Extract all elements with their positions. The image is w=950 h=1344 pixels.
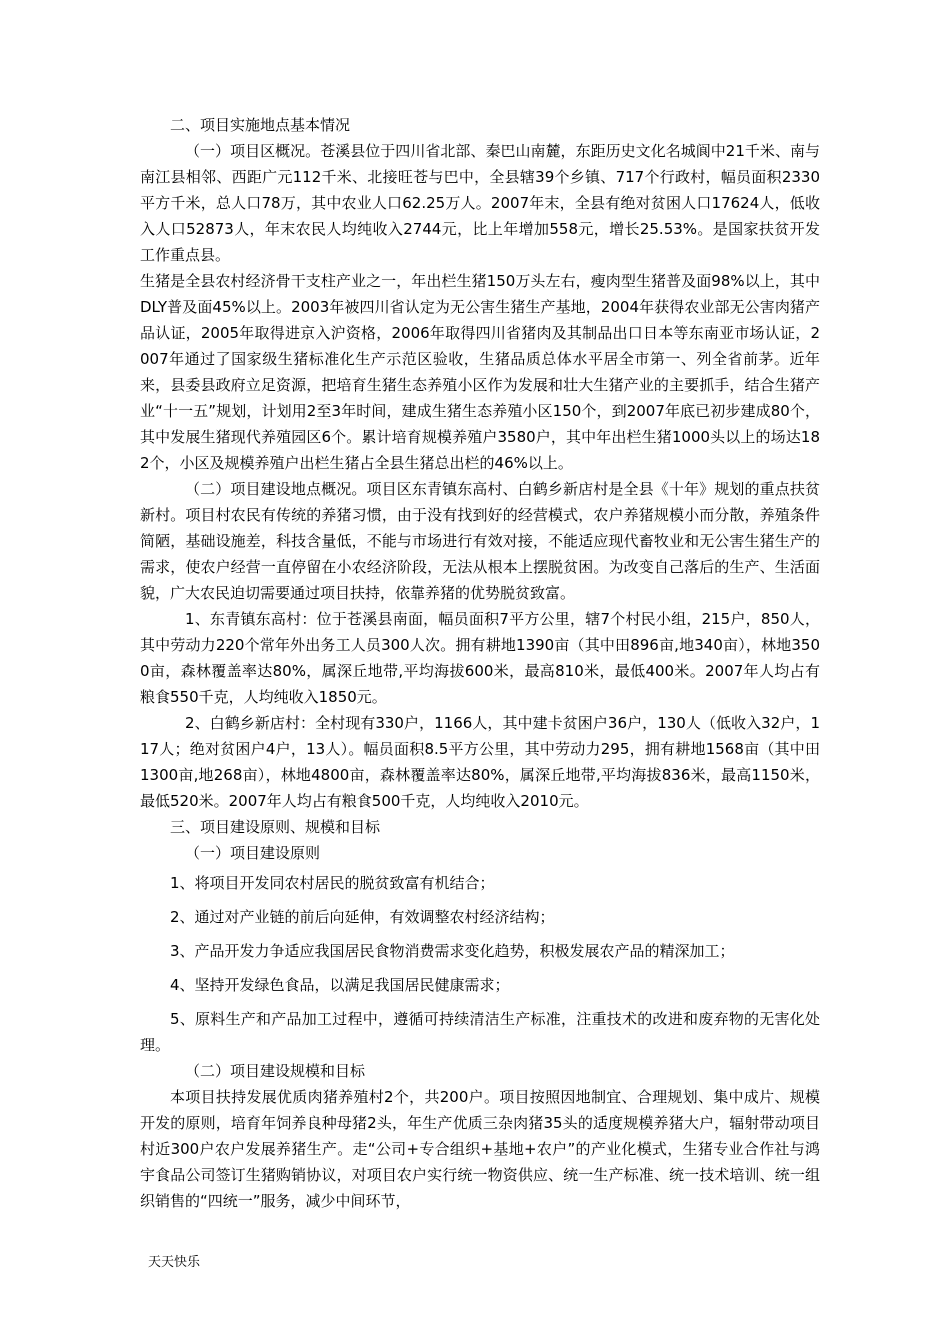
principle-item-3: 3、产品开发力争适应我国居民食物消费需求变化趋势，积极发展农产品的精深加工； (170, 942, 735, 960)
paragraph-scale-and-goals: 本项目扶持发展优质肉猪养殖村2个，共200户。项目按照因地制宜、合理规划、集中成片、规模开发的原则，培育年饲养良种母猪2头，年生产优质三杂肉猪35头的适度规模养猪大户，辐射带动项目村近300户农户发展养猪生产。走“公司+专合组织+基地+农户”的产业化模式，生猪专业合作社与鸿宇食品公司签订生猪购销协议，对项目农户实行统一物资供应、统一生产标准、统一技术培训、统一组织销售的“四统一”服务，减少中间环节， (140, 1088, 820, 1210)
section-3-heading: 三、项目建设原则、规模和目标 (170, 818, 381, 836)
paragraph-xindian-village: 2、白鹤乡新店村：全村现有330户，1166人，其中建卡贫困户36户，130人（低收入32户，117人；绝对贫困户4户，13人）。幅员面积8.5平方公里，其中劳动力295，拥有耕地1568亩（其中田1300亩,地268亩），林地4800亩，森林覆盖率达80%，属深丘地带,平均海拔836米，最高1150米，最低520米。2007年人均占有粮食500千克，人均纯收入2010元。 (140, 714, 820, 810)
paragraph-donggao-village: 1、东青镇东高村：位于苍溪县南面，幅员面积7平方公里，辖7个村民小组，215户，850人，其中劳动力220个常年外出务工人员300人次。拥有耕地1390亩（其中田896亩,地340亩），林地3500亩，森林覆盖率达80%，属深丘地带,平均海拔600米，最高810米，最低400米。2007年人均占有粮食550千克，人均纯收入1850元。 (140, 610, 820, 706)
footer-note: 天天快乐 (148, 1255, 201, 1270)
subsection-principles-heading: （一）项目建设原则 (185, 844, 321, 862)
section-2-heading: 二、项目实施地点基本情况 (170, 116, 351, 134)
principle-item-4: 4、坚持开发绿色食品，以满足我国居民健康需求； (170, 976, 510, 994)
paragraph-pig-industry: 生猪是全县农村经济骨干支柱产业之一，年出栏生猪150万头左右，瘦肉型生猪普及面98%以上，其中DLY普及面45%以上。2003年被四川省认定为无公害生猪生产基地，2004年获得农业部无公害肉猪产品认证，2005年取得进京入沪资格，2006年取得四川省猪肉及其制品出口日本等东南亚市场认证，2007年通过了国家级生猪标准化生产示范区验收，生猪品质总体水平居全市第一、列全省前茅。近年来，县委县政府立足资源，把培育生猪生态养殖小区作为发展和壮大生猪产业的主要抓手，结合生猪产业“十一五”规划，计划用2至3年时间，建成生猪生态养殖小区150个，到2007年底已初步建成80个，其中发展生猪现代养殖园区6个。累计培育规模养殖户3580户，其中年出栏生猪1000头以上的场达182个，小区及规模养殖户出栏生猪占全县生猪总出栏的46%以上。 (140, 272, 820, 472)
principle-item-5: 5、原料生产和产品加工过程中，遵循可持续清洁生产标准，注重技术的改进和废弃物的无害化处理。 (140, 1010, 820, 1054)
document-page (140, 112, 820, 1214)
principle-item-2: 2、通过对产业链的前后向延伸，有效调整农村经济结构； (170, 908, 555, 926)
paragraph-project-area-overview: （一）项目区概况。苍溪县位于四川省北部、秦巴山南麓，东距历史文化名城阆中21千米、南与南江县相邻、西距广元112千米、北接旺苍与巴中，全县辖39个乡镇、717个行政村，幅员面积2330平方千米，总人口78万，其中农业人口62.25万人。2007年末，全县有绝对贫困人口17624人，低收入人口52873人，年末农民人均纯收入2744元，比上年增加558元，增长25.53%。是国家扶贫开发工作重点县。 (140, 142, 820, 264)
principle-item-1: 1、将项目开发同农村居民的脱贫致富有机结合； (170, 874, 495, 892)
paragraph-construction-site: （二）项目建设地点概况。项目区东青镇东高村、白鹤乡新店村是全县《十年》规划的重点扶贫新村。项目村农民有传统的养猪习惯，由于没有找到好的经营模式，农户养猪规模小而分散，养殖条件简陋，基础设施差，科技含量低，不能与市场进行有效对接，不能适应现代畜牧业和无公害生猪生产的需求，使农户经营一直停留在小农经济阶段，无法从根本上摆脱贫困。为改变自己落后的生产、生活面貌，广大农民迫切需要通过项目扶持，依靠养猪的优势脱贫致富。 (140, 480, 820, 602)
subsection-scale-heading: （二）项目建设规模和目标 (185, 1062, 366, 1080)
